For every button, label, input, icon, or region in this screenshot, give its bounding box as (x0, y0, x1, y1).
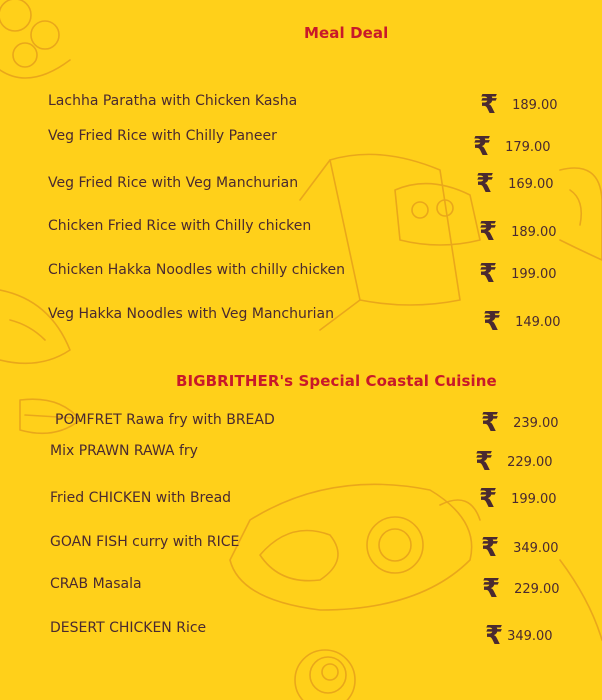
menu-item-price (481, 410, 559, 436)
menu-item-name: DESERT CHICKEN Rice (50, 620, 207, 636)
menu-item-price (479, 486, 557, 512)
price-value: 199.00 (511, 266, 557, 282)
rupee-icon: ₹ (481, 533, 500, 563)
menu-item-price (482, 576, 560, 602)
rupee-icon: ₹ (481, 408, 500, 438)
price-value: 229.00 (514, 581, 560, 597)
price-value: 179.00 (505, 139, 551, 155)
menu-item-name: Veg Fried Rice with Chilly Paneer (48, 128, 277, 144)
price-value: 229.00 (507, 454, 553, 470)
rupee-icon: ₹ (475, 447, 494, 477)
price-value: 189.00 (512, 97, 558, 113)
menu-item-name: CRAB Masala (50, 576, 142, 592)
rupee-icon: ₹ (482, 574, 501, 604)
menu-item-name: POMFRET Rawa fry with BREAD (55, 412, 275, 428)
section-title-meal-deal: Meal Deal (304, 24, 389, 42)
menu-item-name: Lachha Paratha with Chicken Kasha (48, 93, 298, 109)
price-value: 349.00 (507, 628, 553, 644)
rupee-icon: ₹ (480, 90, 499, 120)
price-value: 349.00 (513, 540, 559, 556)
menu-item-name: Veg Fried Rice with Veg Manchurian (48, 175, 299, 191)
menu-item-price (483, 309, 561, 335)
menu-item-price (480, 92, 558, 118)
rupee-icon: ₹ (473, 132, 492, 162)
menu-item-name: GOAN FISH curry with RICE (50, 534, 240, 550)
price-value: 149.00 (515, 314, 561, 330)
menu-item-price (473, 134, 551, 160)
menu-item-price (476, 171, 554, 197)
menu-item-name: Mix PRAWN RAWA fry (50, 443, 198, 459)
price-value: 239.00 (513, 415, 559, 431)
menu-item-name: Veg Hakka Noodles with Veg Manchurian (48, 306, 334, 322)
price-value: 169.00 (508, 176, 554, 192)
menu-item-price (479, 261, 557, 287)
rupee-icon: ₹ (479, 484, 498, 514)
menu-item-name: Fried CHICKEN with Bread (50, 490, 232, 506)
menu-item-name: Chicken Fried Rice with Chilly chicken (48, 218, 312, 234)
price-value: 199.00 (511, 491, 557, 507)
menu-item-price (479, 219, 557, 245)
section-title-coastal-cuisine: BIGBRITHER's Special Coastal Cuisine (176, 372, 497, 390)
price-value: 189.00 (511, 224, 557, 240)
menu-item-name: Chicken Hakka Noodles with chilly chicken (48, 262, 346, 278)
rupee-icon: ₹ (476, 169, 495, 199)
menu-item-price (485, 623, 553, 649)
rupee-icon: ₹ (479, 217, 498, 247)
menu-item-price (481, 535, 559, 561)
menu-item-price (475, 449, 553, 475)
rupee-icon: ₹ (485, 621, 504, 651)
rupee-icon: ₹ (479, 259, 498, 289)
rupee-icon: ₹ (483, 307, 502, 337)
